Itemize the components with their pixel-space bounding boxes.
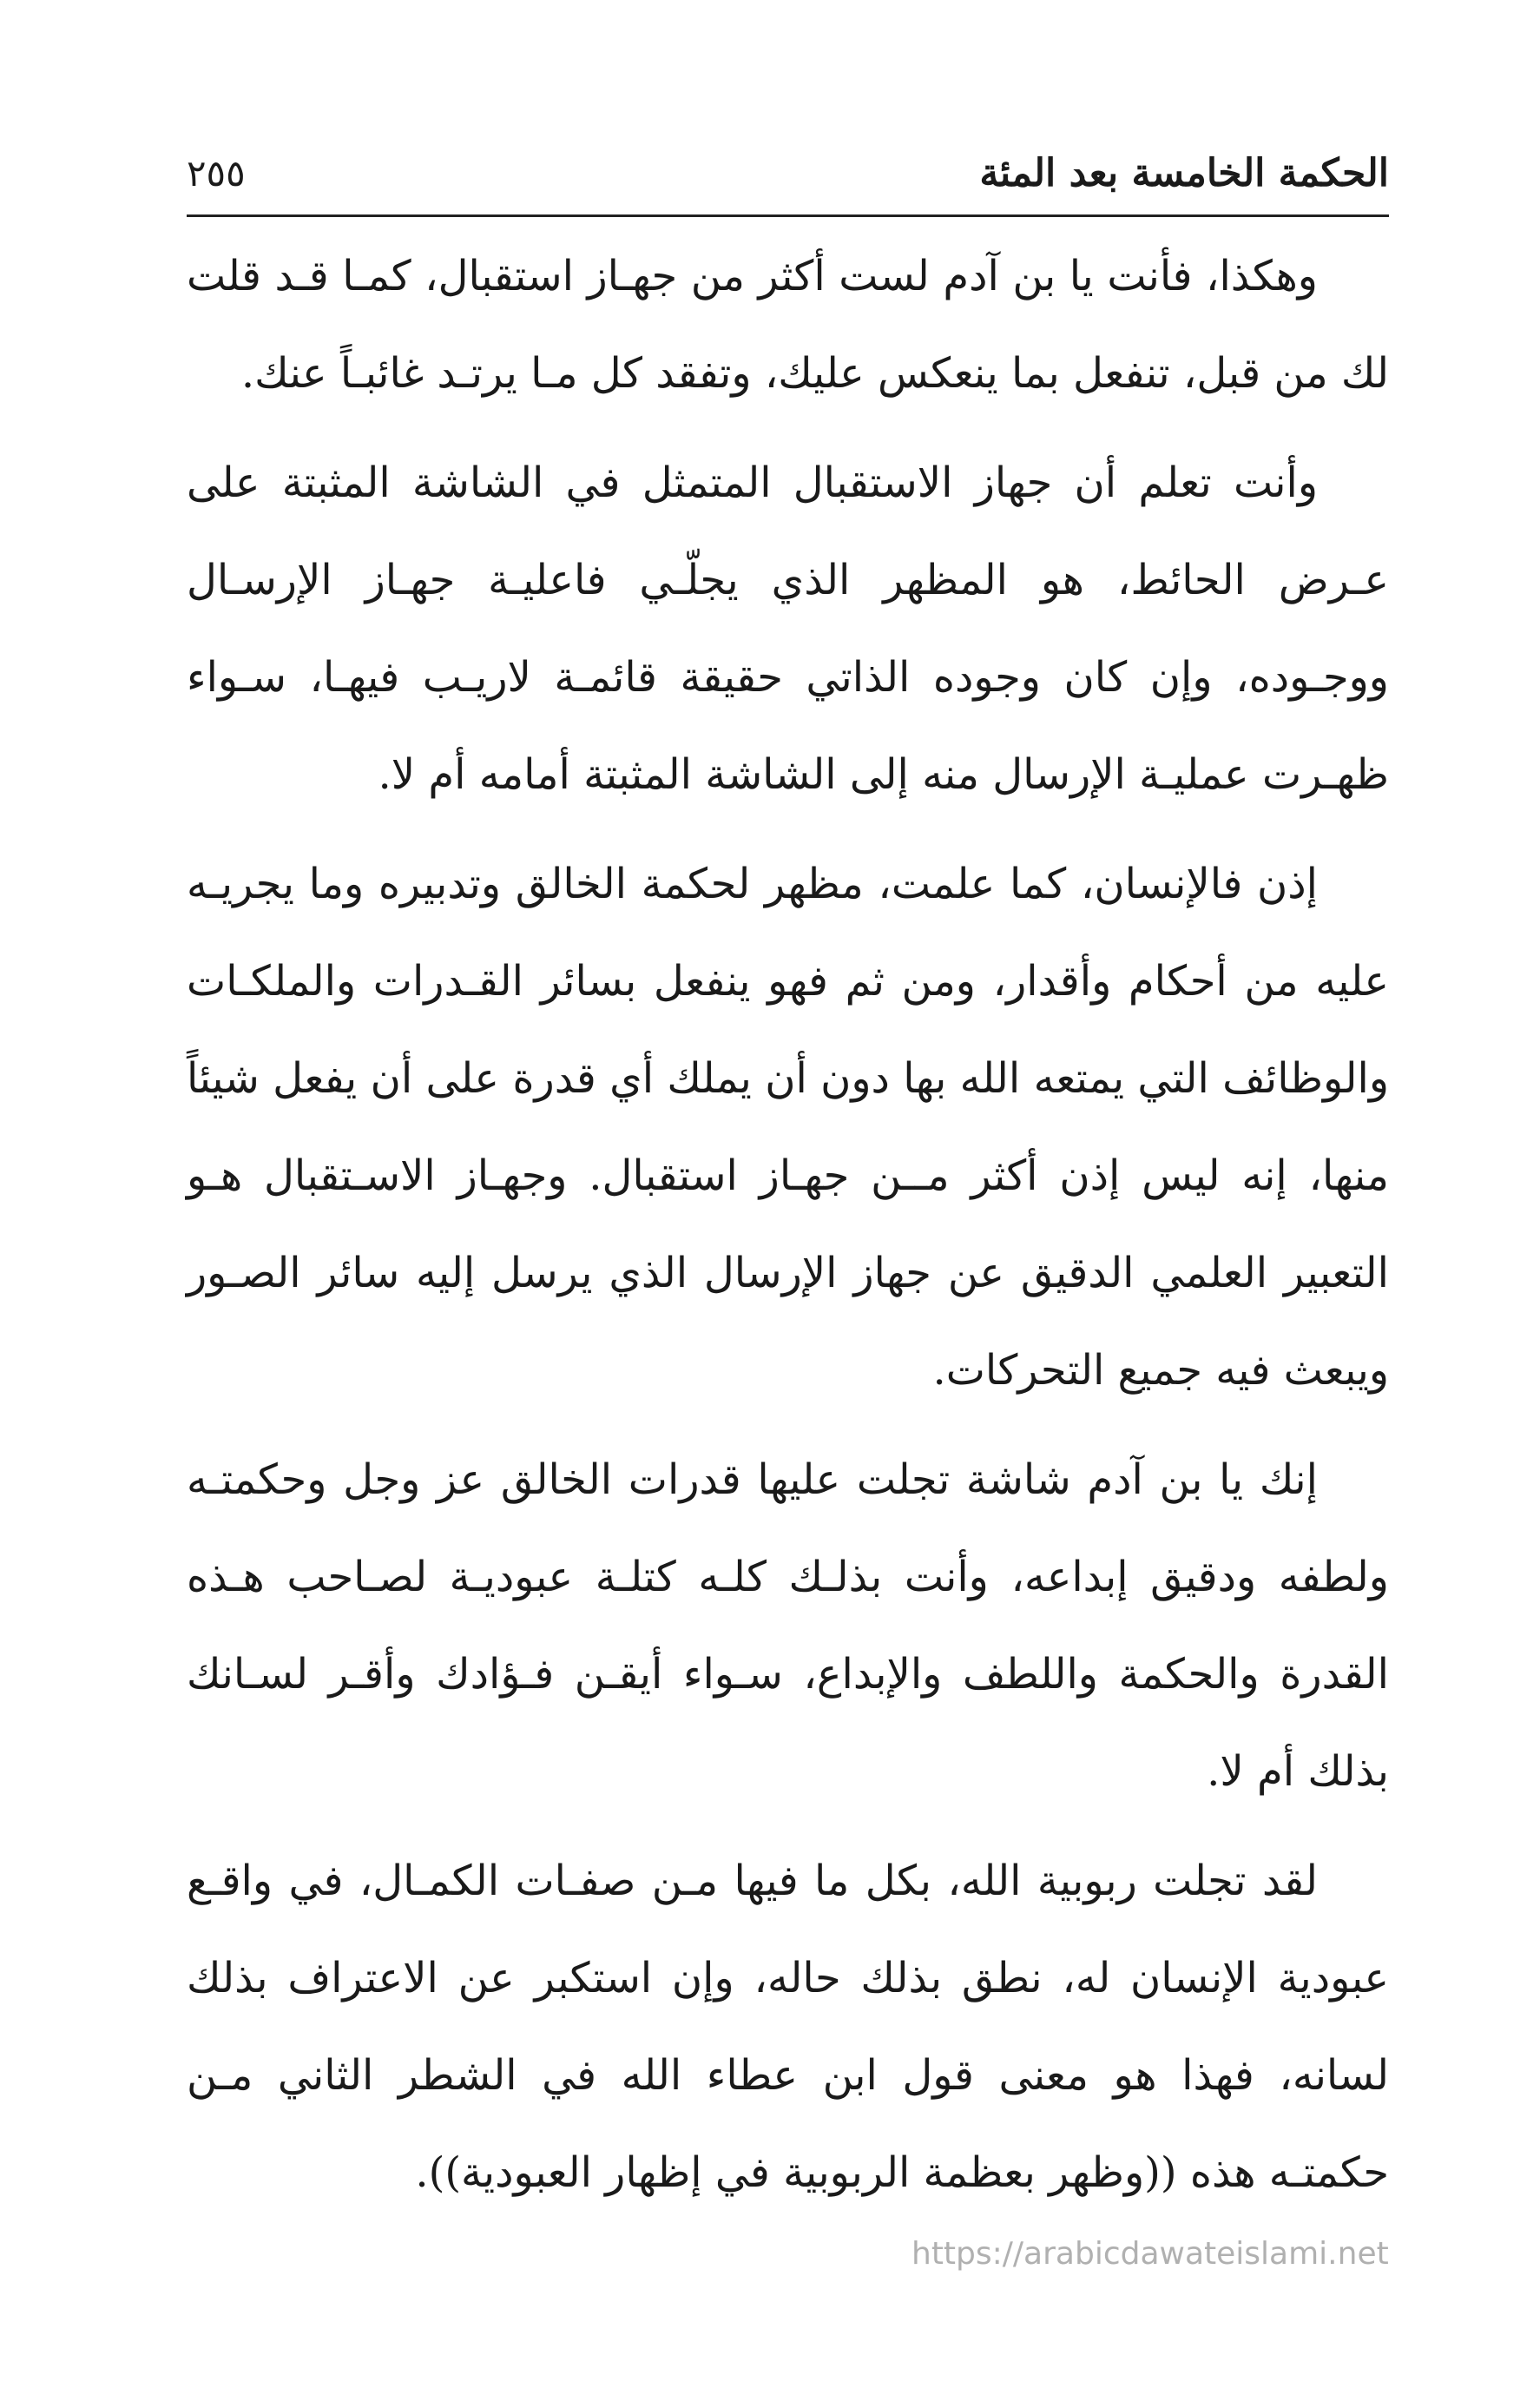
paragraph: وهكذا، فأنت يا بن آدم لست أكثر من جهـاز استقبال، كمـا قـد قلت لك من قبل، تنفعل بما ينعكس عليك، وتفقد كل مـا يرتـد غائبـاً عنك. — [187, 252, 1389, 398]
paragraph: لقد تجلت ربوبية الله، بكل ما فيها مـن صفـات الكمـال، في واقـع عبودية الإنسان له، نطق بذلك حاله، وإن استكبر عن الاعتراف بذلك لسانه، فهذا هو معنى قول ابن عطاء الله في الشطر الثاني مـن حكمتـه هذه ((وظهر بعظمة الربوبية في إظهار العبودية)). — [187, 1857, 1390, 2197]
body-text — [187, 228, 1389, 2233]
page-number: ٢٥٥ — [187, 152, 246, 195]
paragraph: إذن فالإنسان، كما علمت، مظهر لحكمة الخالق وتدبيره وما يجريـه عليه من أحكام وأقدار، ومن ثم فهو ينفعل بسائر القـدرات والملكـات والوظائف التي يمتعه الله بها دون أن يملك أي قدرة على أن يفعل شيئاً منها، إنه ليس إذن أكثر مــن جهـاز استقبال. وجهـاز الاسـتقبال هـو التعبير العلمي الدقيق عن جهاز الإرسال الذي يرسل إليه سائر الصـور ويبعث فيه جميع التحركات. — [187, 860, 1389, 1395]
page-header — [187, 143, 1389, 217]
website-watermark: https://arabicdawateislami.net — [911, 2236, 1389, 2272]
paragraph: وأنت تعلم أن جهاز الاستقبال المتمثل في الشاشة المثبتة على عـرض الحائط، هو المظهر الذي يجلّـي فاعليـة جهـاز الإرسـال ووجـوده، وإن كان وجوده الذاتي حقيقة قائمـة لاريـب فيهـا، سـواء ظهـرت عمليـة الإرسال منه إلى الشاشة المثبتة أمامه أم لا. — [187, 459, 1389, 799]
paragraph: إنك يا بن آدم شاشة تجلت عليها قدرات الخالق عز وجل وحكمتـه ولطفه ودقيق إبداعه، وأنت بذلـك كلـه كتلـة عبوديـة لصـاحب هـذه القدرة والحكمة واللطف والإبداع، سـواء أيقـن فـؤادك وأقـر لسـانك بذلك أم لا. — [187, 1455, 1389, 1796]
chapter-title: الحكمة الخامسة بعد المئة — [979, 151, 1389, 195]
